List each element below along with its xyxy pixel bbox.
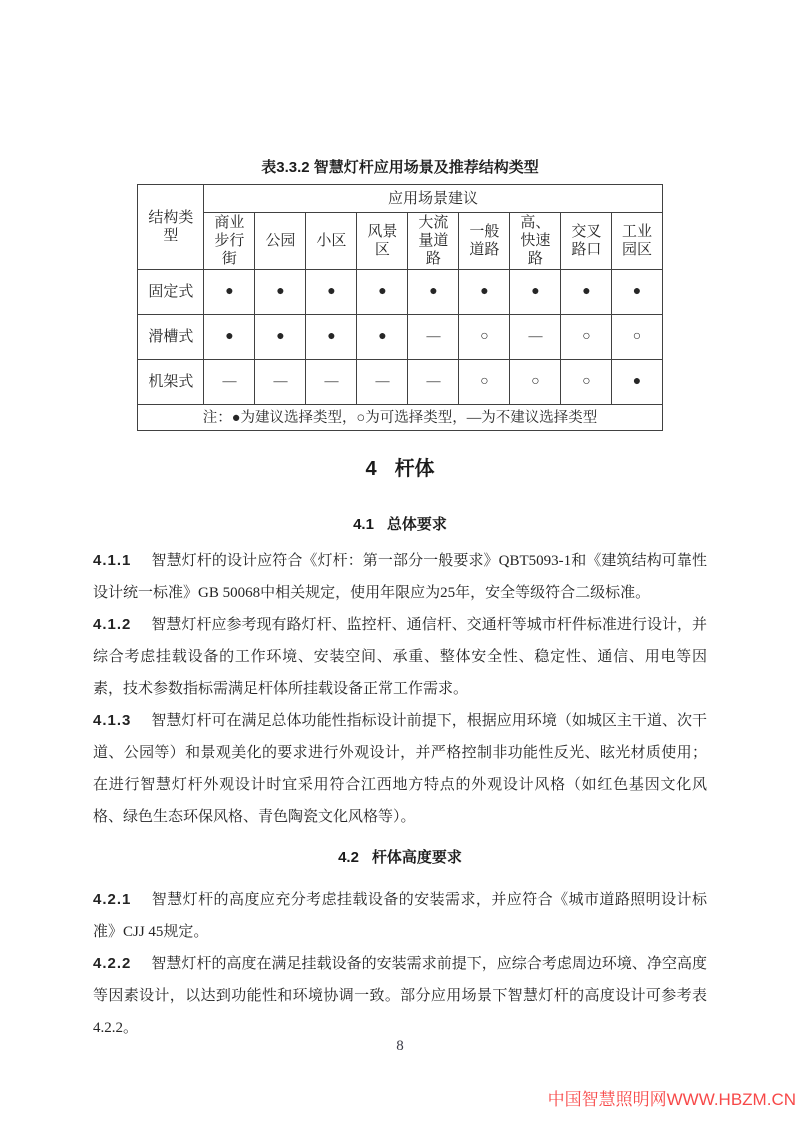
table-cell: — [357,360,408,405]
clause-number: 4.1.2 [93,616,132,633]
table-column-header: 大流量道路 [408,213,459,270]
section-42-body [93,884,707,1044]
table-row-label: 固定式 [138,270,204,315]
table-note: 注：●为建议选择类型，○为可选择类型，—为不建议选择类型 [138,405,662,431]
table-cell: ○ [561,315,612,360]
table-cell: ○ [510,360,561,405]
table-column-header: 风景区 [357,213,408,270]
section-title: 总体要求 [386,516,447,533]
table-caption: 表3.3.2 智慧灯杆应用场景及推荐结构类型 [261,159,539,176]
clause-text: 智慧灯杆应参考现有路灯杆、监控杆、通信杆、交通杆等城市杆件标准进行设计，并综合考虑挂载设备的工作环境、安装空间、承重、整体安全性、稳定性、通信、用电等因素，技术参数指标需满足杆体所挂载设备正常工作需求。 [93,617,707,697]
watermark-text: 中国智慧照明网WWW.HBZM.CN [547,1090,796,1109]
table-cell: — [255,360,306,405]
section-title: 杆体高度要求 [371,849,462,866]
structure-type-table [137,184,662,431]
table-cell: ● [612,360,662,405]
clause-text: 智慧灯杆的高度在满足挂载设备的安装需求前提下，应综合考虑周边环境、净空高度等因素设计，以达到功能性和环境协调一致。部分应用场景下智慧灯杆的高度设计可参考表4.2.2。 [93,956,707,1036]
table-cell: ● [204,315,255,360]
table-cell: ● [204,270,255,315]
table-column-header: 工业园区 [612,213,662,270]
clause-4-1-1 [93,545,707,609]
section-41-body [93,545,707,833]
table-cell: — [306,360,357,405]
table-column-header: 一般道路 [459,213,510,270]
table-cell: ● [561,270,612,315]
table-cell: — [204,360,255,405]
chapter-title: 杆体 [394,458,435,480]
clause-4-1-3 [93,705,707,833]
table-column-header: 交叉路口 [561,213,612,270]
chapter-heading [0,452,800,481]
table-row [138,360,662,405]
clause-4-2-2 [93,948,707,1044]
table-row-header-label: 结构类型 [138,185,204,270]
table-cell: ● [459,270,510,315]
table-cell: ● [357,315,408,360]
table-cell: — [408,360,459,405]
table-cell: ○ [612,315,662,360]
section-heading-41 [0,513,800,534]
table-cell: ● [306,270,357,315]
table-cell: ○ [459,315,510,360]
section-heading-42 [0,846,800,867]
table-column-header: 小区 [306,213,357,270]
clause-number: 4.1.1 [93,552,132,569]
table-row [138,270,662,315]
clause-4-1-2 [93,609,707,705]
table-cell: ● [306,315,357,360]
table-row-label: 滑槽式 [138,315,204,360]
page-number: 8 [396,1038,404,1054]
table-cell: ○ [561,360,612,405]
table-cell: ● [408,270,459,315]
clause-text: 智慧灯杆可在满足总体功能性指标设计前提下，根据应用环境（如城区主干道、次干道、公园等）和景观美化的要求进行外观设计，并严格控制非功能性反光、眩光材质使用；在进行智慧灯杆外观设计时宜采用符合江西地方特点的外观设计风格（如红色基因文化风格、绿色生态环保风格、青色陶瓷文化风格等）。 [93,713,707,825]
table-cell: ● [255,315,306,360]
table-cell: ● [357,270,408,315]
clause-number: 4.2.2 [93,955,132,972]
table-column-group-header: 应用场景建议 [204,185,662,213]
chapter-number: 4 [365,458,377,480]
clause-number: 4.1.3 [93,712,132,729]
clause-text: 智慧灯杆的设计应符合《灯杆：第一部分一般要求》QBT5093-1和《建筑结构可靠性设计统一标准》GB 50068中相关规定，使用年限应为25年，安全等级符合二级标准。 [93,553,707,601]
section-number: 4.1 [353,516,374,533]
table-cell: ● [612,270,662,315]
table-column-header: 高、快速路 [510,213,561,270]
table-cell: ● [255,270,306,315]
table-cell: ● [510,270,561,315]
table-cell: ○ [459,360,510,405]
table-row [138,315,662,360]
table-row-label: 机架式 [138,360,204,405]
clause-number: 4.2.1 [93,891,132,908]
table-cell: — [510,315,561,360]
table-column-header: 商业步行街 [204,213,255,270]
table-cell: — [408,315,459,360]
section-number: 4.2 [338,849,359,866]
clause-4-2-1 [93,884,707,948]
clause-text: 智慧灯杆的高度应充分考虑挂载设备的安装需求，并应符合《城市道路照明设计标准》CJJ 45规定。 [93,892,707,940]
table-block [0,156,800,431]
table-column-header: 公园 [255,213,306,270]
